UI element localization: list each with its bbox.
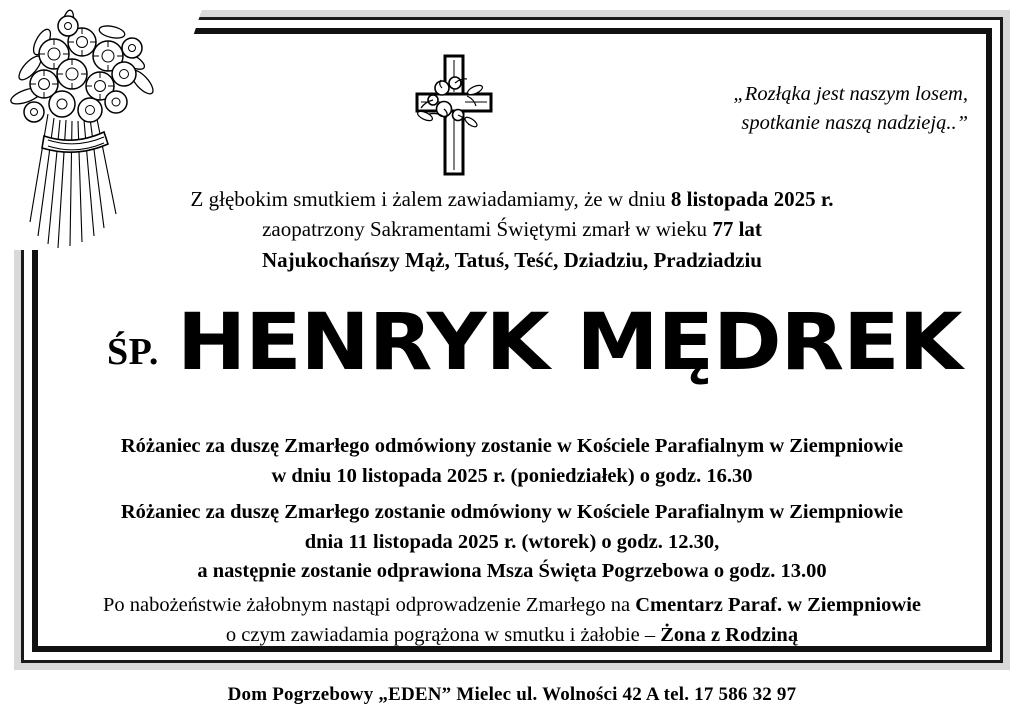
quote-line-2: spotkanie naszą nadzieją..” (741, 112, 968, 135)
rosary-first-line-1: Różaniec za duszę Zmarłego odmówiony zostanie w Kościele Parafialnym w Ziempniowie (120, 435, 904, 457)
quote-line-1: „Rozłąka jest naszym losem, (733, 83, 968, 105)
age-at-death: 77 lat (712, 217, 762, 242)
announcement-line-1 (40, 184, 984, 214)
rosary-first-line-2: w dniu 10 listopada 2025 r. (poniedziałek) o godz. 16.30 (271, 464, 753, 487)
rosary-second-block (40, 498, 984, 587)
death-date: 8 listopada 2025 r. (670, 187, 834, 211)
deceased-name: HENRYK MĘDREK (176, 298, 962, 388)
announcement-block (40, 184, 984, 275)
memorial-quote (538, 80, 968, 138)
cemetery-name: Cmentarz Paraf. w Ziempniowie (635, 594, 922, 616)
cross-icon (409, 52, 499, 177)
announcement-line-3: Najukochańszy Mąż, Tatuś, Teść, Dziadziu, Pradziadziu (262, 247, 762, 272)
rosary-second-line-2: dnia 11 listopada 2025 r. (wtorek) o godz. 12.30, (304, 530, 720, 553)
deceased-name-row (40, 298, 984, 388)
announcement-line-2 (40, 214, 984, 244)
announcement-line-2-text: zaopatrzony Sakramentami Świętymi zmarł w wieku (262, 217, 713, 242)
closing-line-2 (40, 621, 984, 651)
closing-line-2-text: o czym zawiadamia pogrążona w smutku i żałobie – (225, 623, 661, 646)
rosary-first-block (40, 432, 984, 491)
closing-line-1-text: Po nabożeństwie żałobnym nastąpi odprowadzenie Zmarłego na (102, 594, 636, 616)
announcement-line-1-text: Z głębokim smutkiem i żalem zawiadamiamy, że w dniu (190, 187, 671, 211)
rosary-second-line-3: a następnie zostanie odprawiona Msza Święta Pogrzebowa o godz. 13.00 (197, 560, 827, 583)
family-signature: Żona z Rodziną (660, 623, 799, 646)
closing-line-1 (40, 591, 984, 621)
notice-content (40, 36, 984, 644)
honorific-label: ŚP. (106, 331, 159, 373)
closing-block (40, 591, 984, 650)
rosary-second-line-1: Różaniec za duszę Zmarłego zostanie odmówiony w Kościele Parafialnym w Ziempniowie (120, 501, 904, 523)
funeral-home-footer: Dom Pogrzebowy „EDEN” Mielec ul. Wolności 42 A tel. 17 586 32 97 (227, 684, 797, 705)
